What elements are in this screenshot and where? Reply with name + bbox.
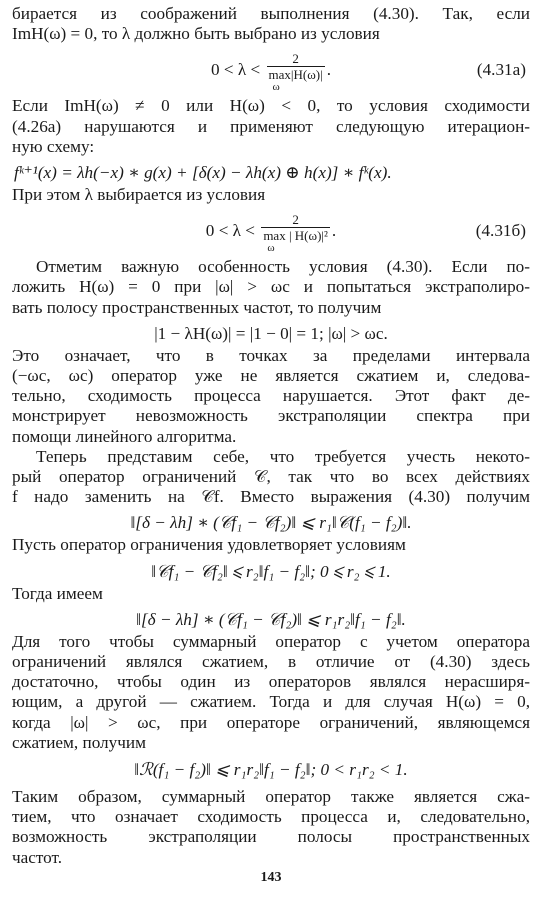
formula-final: ‖ℛ(f₁ − f₂)‖ ⩽ r₁r₂‖f₁ − f₂‖; 0 < r₁r₂ < 1. (134, 760, 408, 780)
formula-contraction: |1 − λH(ω)| = |1 − 0| = 1; |ω| > ωc. (154, 323, 388, 343)
formula-constraint-condition: ‖𝒞f₁ − 𝒞f₂‖ ⩽ r₂‖f₁ − f₂‖; 0 ⩽ r₂ ⩽ 1. (151, 561, 391, 581)
formula-iteration: fᵏ⁺¹(x) = λh(−x) ∗ g(x) + [δ(x) − λh(x) ⊕ h(x)] ∗ fᵏ(x). (14, 163, 392, 183)
text-line: Теперь представим себе, что требуется учесть некото- (36, 446, 530, 466)
text-line: достаточно, чтобы один из операторов являлся нерасширя- (12, 672, 530, 692)
text-line: ImH(ω) = 0, то λ должно быть выбрано из условия (12, 24, 380, 44)
text-line: рый оператор ограничений 𝒞, так что во всех действиях (12, 467, 530, 487)
text-line: тием, что означает сходимость процесса и, следовательно, (12, 807, 530, 827)
fraction-subscript: ω (272, 80, 280, 93)
text-line: Таким образом, суммарный оператор также является сжа- (12, 787, 530, 807)
text-line: вать полосу пространственных частот, то получим (12, 297, 382, 317)
formula-4-31a: 0 < λ < 2 max|H(ω)| ω . (4.31а) (210, 50, 526, 93)
fraction (267, 51, 325, 92)
text-line: Тогда имеем (12, 583, 103, 603)
text-line: (−ωc, ωc) оператор уже не является сжатием и, следова- (12, 366, 530, 386)
fraction-denominator: max | H(ω)|² (263, 227, 328, 243)
fraction-numerator: 2 (292, 211, 299, 227)
formula-left: 0 < λ < (210, 60, 261, 80)
page-number: 143 (260, 870, 282, 885)
text-line: ющим, а другой — сжатием. Тогда и для случая H(ω) = 0, (12, 692, 530, 712)
text-line: Это означает, что в точках за пределами интервала (12, 345, 530, 365)
text-line: f надо заменить на 𝒞f. Вместо выражения (4.30) получим (12, 487, 530, 507)
formula-left: 0 < λ < (205, 221, 256, 241)
text-line: (4.26а) нарушаются и применяют следующую итерацион- (12, 116, 530, 136)
text-line: ную схему: (12, 136, 95, 156)
text-line: помощи линейного алгоритма. (12, 426, 237, 446)
text-line: ограничений являлся сжатием, в отличие от (4.30) здесь (12, 652, 530, 672)
text-line: сжатием, получим (12, 732, 146, 752)
formula-combined: ‖[δ − λh] ∗ (𝒞f₁ − 𝒞f₂)‖ ⩽ r₁r₂‖f₁ − f₂‖. (136, 609, 406, 629)
text-line: Пусть оператор ограничения удовлетворяет условиям (12, 535, 406, 555)
text-line: Отметим важную особенность условия (4.30). Если по- (36, 257, 530, 277)
text-line: Если ImH(ω) ≠ 0 или H(ω) < 0, то условия сходимости (12, 96, 530, 116)
equation-number: (4.31а) (476, 60, 526, 80)
text-line: тельно, сходимость процесса нарушается. Этот факт де- (12, 386, 530, 406)
fraction-denominator: max|H(ω)| (268, 66, 323, 82)
text-line: Для того чтобы суммарный оператор с учетом оператора (12, 631, 530, 651)
text-line: бирается из соображений выполнения (4.30). Так, если (12, 4, 530, 23)
formula-4-31b: 0 < λ < 2 max | H(ω)|² ω . (4.31б) (205, 211, 526, 254)
equation-number: (4.31б) (475, 221, 526, 241)
text-line: когда |ω| > ωc, при операторе ограничений, являющемся (12, 712, 530, 732)
fraction-numerator: 2 (292, 50, 299, 66)
fraction (261, 212, 330, 253)
text-line: При этом λ выбирается из условия (12, 185, 266, 205)
text-line: возможность экстраполяции полосы пространственных (12, 827, 530, 847)
text-line: ложить H(ω) = 0 при |ω| > ωc и попытаться экстраполиро- (12, 277, 530, 297)
formula-constraint: ‖[δ − λh] ∗ (𝒞f₁ − 𝒞f₂)‖ ⩽ r₁‖𝒞(f₁ − f₂)‖. (130, 513, 412, 533)
fraction-subscript: ω (267, 241, 275, 254)
text-line: монстрирует невозможность экстраполяции спектра при (12, 406, 530, 426)
text-line: частот. (12, 847, 63, 867)
